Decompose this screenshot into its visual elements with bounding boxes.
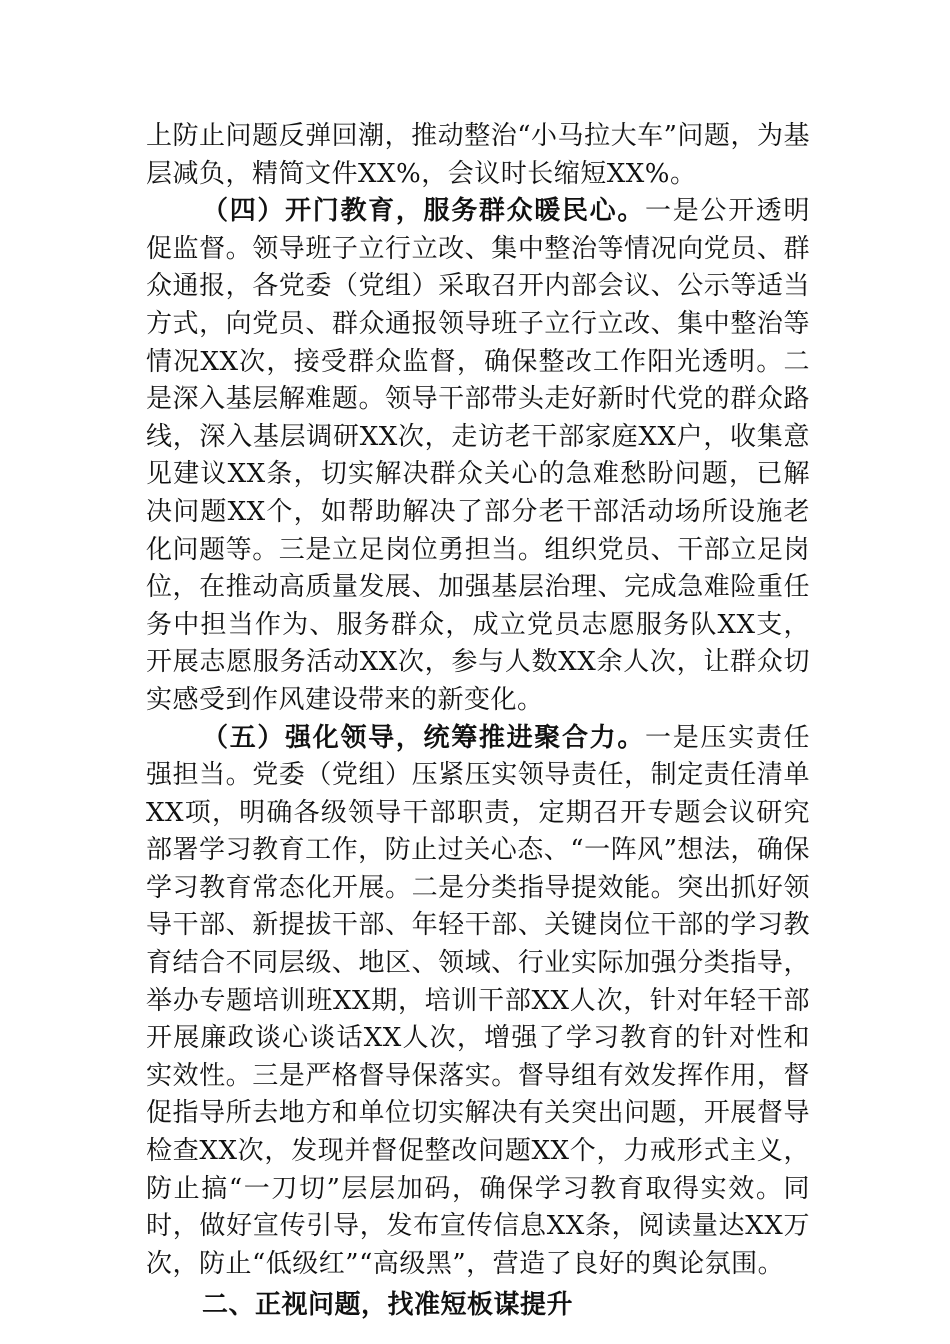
paragraph-text: 一是压实责任强担当。党委（党组）压紧压实领导责任，制定责任清单XX项，明确各级领导干部职责，定期召开专题会议研究部署学习教育工作，防止过关心态、“一阵风”想法，确保学习教育常态化开展。二是分类指导提效能。突出抓好领导干部、新提拔干部、年轻干部、关键岗位干部的学习教育结合不同层级、地区、领域、行业实际加强分类指导，举办专题培训班XX期，培训干部XX人次，针对年轻干部开展廉政谈心谈话XX人次，增强了学习教育的针对性和实效性。三是严格督导保落实。督导组有效发挥作用，督促指导所去地方和单位切实解决有关突出问题，开展督导检查XX次，发现并督促整改问题XX个，力戒形式主义，防止搞“一刀切”层层加码，确保学习教育取得实效。同时，做好宣传引导，发布宣传信息XX条，阅读量达XX万次，防止“低级红”“高级黑”，营造了良好的舆论氛围。 [146, 722, 810, 1279]
paragraph-lead: （五）强化领导，统筹推进聚合力。 [202, 722, 646, 753]
paragraph-text: 上防止问题反弹回潮，推动整治“小马拉大车”问题，为基层减负，精简文件XX%，会议时长缩短XX%。 [146, 121, 810, 189]
document-body [146, 118, 810, 1325]
paragraph-section-4 [146, 193, 810, 719]
paragraph-section-5 [146, 720, 810, 1284]
paragraph-text: 一是公开透明促监督。领导班子立行立改、集中整治等情况向党员、群众通报，各党委（党组）采取召开内部会议、公示等适当方式，向党员、群众通报领导班子立行立改、集中整治等情况XX次，接受群众监督，确保整改工作阳光透明。二是深入基层解难题。领导干部带头走好新时代党的群众路线，深入基层调研XX次，走访老干部家庭XX户，收集意见建议XX条，切实解决群众关心的急难愁盼问题，已解决问题XX个，如帮助解决了部分老干部活动场所设施老化问题等。三是立足岗位勇担当。组织党员、干部立足岗位，在推动高质量发展、加强基层治理、完成急难险重任务中担当作为、服务群众，成立党员志愿服务队XX支，开展志愿服务活动XX次，参与人数XX余人次，让群众切实感受到作风建设带来的新变化。 [146, 196, 810, 715]
section-heading: 二、正视问题，找准短板谋提升 [202, 1290, 574, 1321]
paragraph-continuation [146, 118, 810, 193]
paragraph-lead: （四）开门教育，服务群众暖民心。 [202, 196, 646, 227]
